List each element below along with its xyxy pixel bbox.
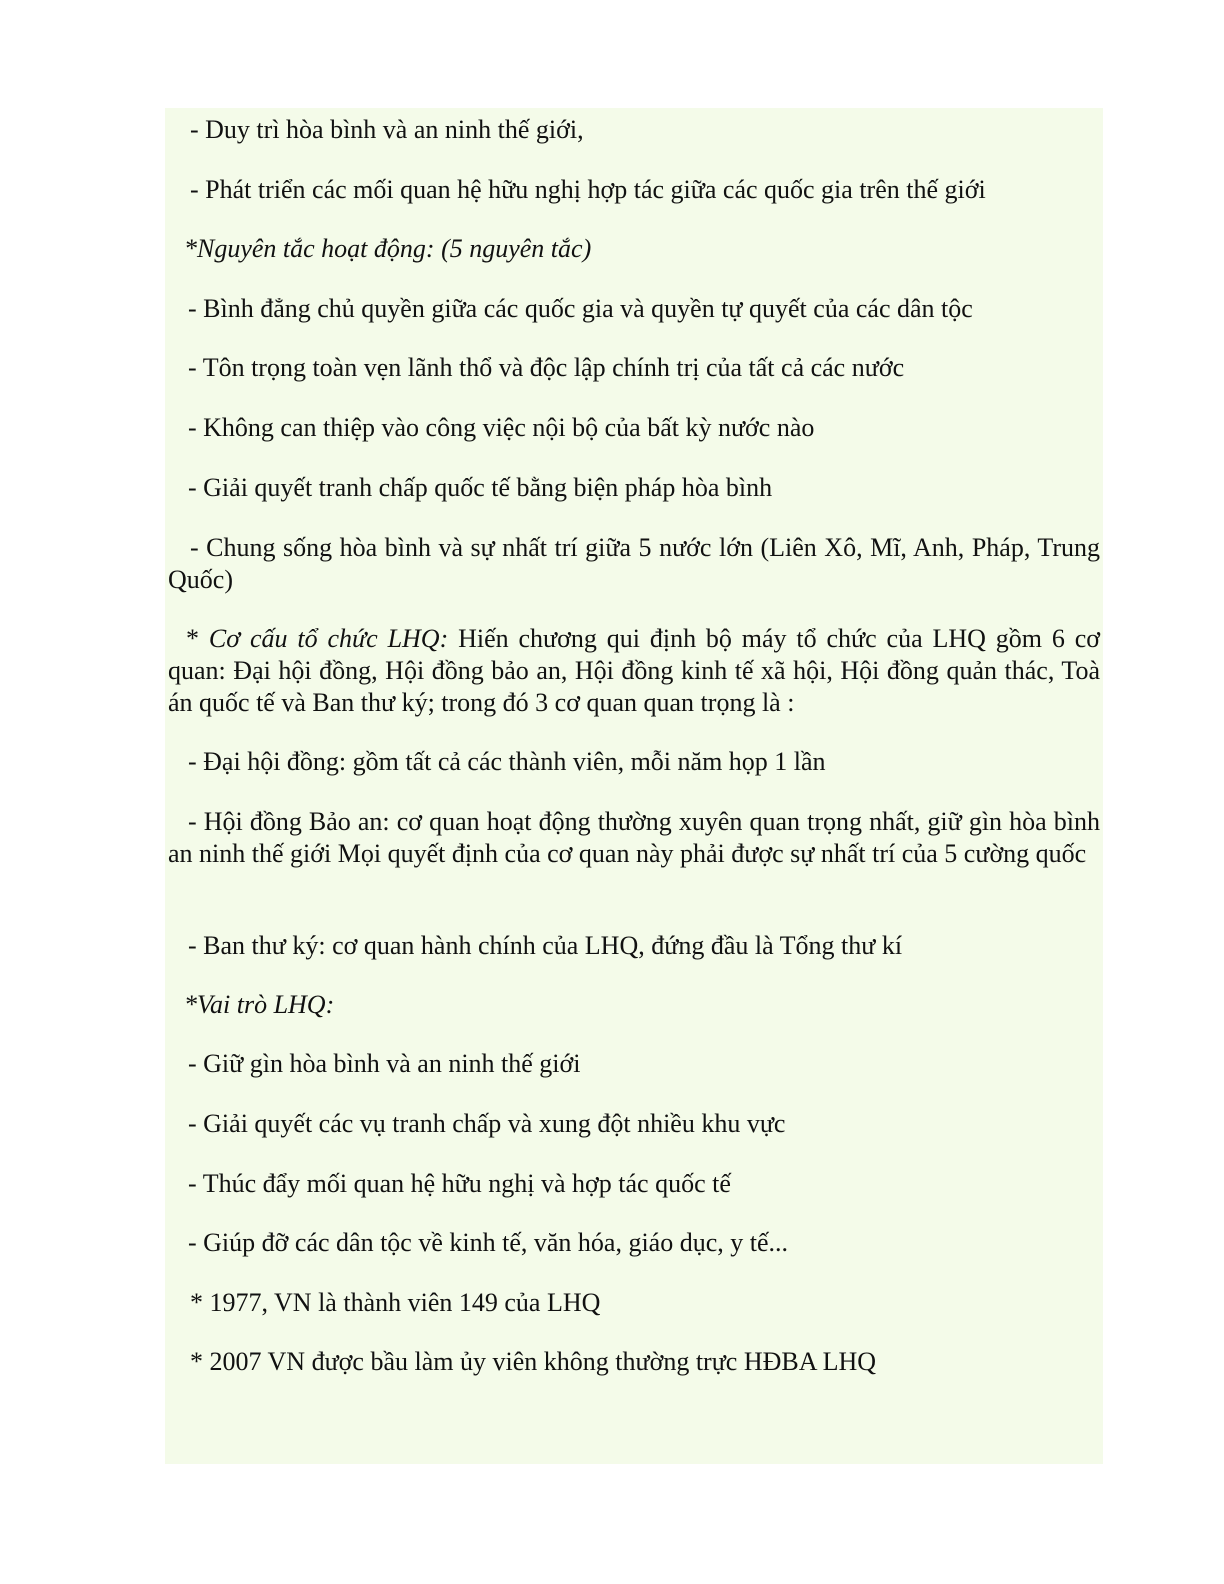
principle-item-3: - Không can thiệp vào công việc nội bộ của bất kỳ nước nào: [188, 413, 815, 442]
principle-item-4: - Giải quyết tranh chấp quốc tế bằng biện pháp hòa bình: [188, 473, 773, 502]
role-item-4: - Giúp đỡ các dân tộc về kinh tế, văn hóa, giáo dục, y tế...: [188, 1228, 789, 1257]
role-item-3: - Thúc đẩy mối quan hệ hữu nghị và hợp tác quốc tế: [188, 1169, 731, 1198]
role-item-2: - Giải quyết các vụ tranh chấp và xung đột nhiều khu vực: [188, 1109, 786, 1138]
goal-line-2: - Phát triển các mối quan hệ hữu nghị hợp tác giữa các quốc gia trên thế giới: [190, 175, 986, 204]
goal-line-1: - Duy trì hòa bình và an ninh thế giới,: [190, 115, 584, 144]
body-general-assembly: - Đại hội đồng: gồm tất cả các thành viên, mỗi năm họp 1 lần: [188, 747, 826, 776]
note-1977: * 1977, VN là thành viên 149 của LHQ: [190, 1288, 601, 1317]
role-item-1: - Giữ gìn hòa bình và an ninh thế giới: [188, 1049, 581, 1078]
principle-item-5: - Chung sống hòa bình và sự nhất trí giữa 5 nước lớn (Liên Xô, Mĩ, Anh, Pháp, Trung Quốc): [168, 533, 1100, 594]
structure-star: *: [186, 624, 209, 653]
body-security-council: - Hội đồng Bảo an: cơ quan hoạt động thường xuyên quan trọng nhất, giữ gìn hòa bình an ninh thế giới Mọi quyết định của cơ quan này phải được sự nhất trí của 5 cường quốc: [168, 807, 1100, 868]
principle-item-1: - Bình đẳng chủ quyền giữa các quốc gia và quyền tự quyết của các dân tộc: [188, 294, 973, 323]
body-secretariat: - Ban thư ký: cơ quan hành chính của LHQ, đứng đầu là Tổng thư kí: [188, 931, 903, 960]
structure-text: Hiến chương qui định bộ máy tổ chức của LHQ gồm 6 cơ quan: Đại hội đồng, Hội đồng bảo an, Hội đồng kinh tế xã hội, Hội đồng quản thác, Toà án quốc tế và Ban thư ký; trong đó 3 cơ quan quan trọng là :: [168, 624, 1101, 717]
structure-paragraph: [168, 623, 1100, 719]
role-heading: *Vai trò LHQ:: [184, 990, 335, 1019]
structure-heading: Cơ cấu tổ chức LHQ:: [208, 624, 449, 653]
principle-item-2: - Tôn trọng toàn vẹn lãnh thổ và độc lập chính trị của tất cả các nước: [188, 353, 905, 382]
principles-heading: *Nguyên tắc hoạt động: (5 nguyên tắc): [184, 234, 592, 263]
note-2007: * 2007 VN được bầu làm ủy viên không thường trực HĐBA LHQ: [190, 1347, 877, 1376]
